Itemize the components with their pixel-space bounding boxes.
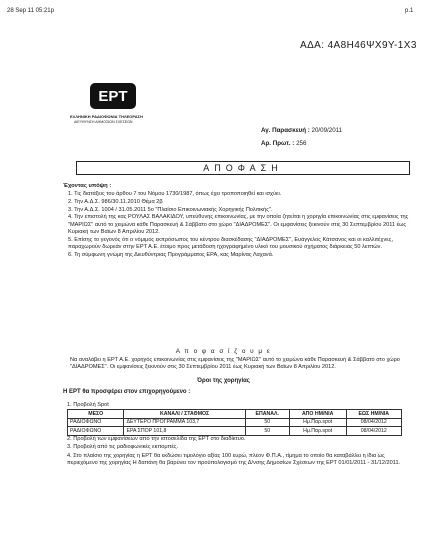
clause-item: 1. Τις διατάξεις του άρθου 7 του Νόμου 1730/1987, όπως έχει τροποποιηθεί και ισχύει. — [68, 191, 282, 197]
clause-item: 6. Τη σύμφωνη γνώμη της Διευθύντριας Προγράμματος ΕΡΑ, κας Μαρίνας Λαχανά. — [68, 251, 274, 258]
protocol-value: 256 — [296, 140, 307, 147]
fax-page-number: p.1 — [405, 8, 414, 14]
column-header: ΜΕΣΟ — [68, 410, 124, 419]
table-cell: 50 — [245, 427, 289, 436]
department-name: ΔΙΕΥΘΥΝΣΗ ΔΗΜΟΣΙΩΝ ΣΧΕΣΕΩΝ — [74, 120, 133, 124]
date-label: Αγ. Παρασκευή : — [261, 127, 310, 134]
clause-item: 4. Την επιστολή της κας ΡΟΥΛΑΣ ΒΑΛΑΚΙΔΟΥ, υπεύθυνης επικοινωνίας, με την οποία ζητείται η χορηγία επικοινωνίας στις εμφανίσεις της "ΜΑΡΙΩΣ" αυτό το χειμώνα κάθε Παρασκευή & Σάββατο στο χώρο "ΔΙΑΔΡΟΜΕΣ". Οι εμφανίσεις ξεκινούν στις 30 Σεπτεμβρίου 2011 έως Κυριακή των Βαϊων 8 Απριλίου 2012. — [68, 214, 409, 235]
column-header: ΑΠΟ ΗΜ/ΝΙΑ — [289, 410, 346, 419]
clause-item: 5. Επίσης το γεγονός ότι ο νόμιμος εκπρόσωπος του κέντρου διασκέδασης "ΔΙΑΔΡΟΜΕΣ", Ευάγγελος Κάτσανος και οι καλλιτέχνες, παραχωρούν δωρεάν στην ΕΡΤ Α.Ε. έτοιμο προς μετάδοση ηχογραφημένο υλικό του μουσικού σχήματος διάρκειας 50 λεπτών. — [68, 236, 394, 251]
document-title: ΑΠΟΦΑΣΗ — [76, 161, 410, 175]
column-header: ΚΑΝΑΛΙ / ΣΤΑΘΜΟΣ — [124, 410, 245, 419]
column-header: ΕΩΣ ΗΜ/ΝΙΑ — [346, 410, 402, 419]
fax-timestamp: 28 Sep 11 05:21p — [7, 8, 54, 14]
spot-table — [67, 409, 402, 436]
term-item: 3. Προβολή από τις ραδιοφωνικές εκπομπές. — [67, 444, 179, 451]
table-cell: ΡΑΔΙΟΦΩΝΟ — [68, 427, 124, 436]
ert-logo-text: ΕΡΤ — [98, 88, 128, 105]
term-item: 2. Προβολή των εμφανίσεων από την ιστοσελίδα της ΕΡΤ στο διαδίκτυο. — [67, 436, 246, 442]
table-cell: 50 — [245, 418, 289, 427]
column-header: ΕΠΑΝΑΛ. — [245, 410, 289, 419]
clause-item: 3. Την Α.Δ.Σ. 1004 / 31.05.2011 5ο "Πλαίσιο Επικοινωνιακής Χορηγικής Πολιτικής". — [68, 206, 273, 213]
organization-name: ΕΛΛΗΝΙΚΗ ΡΑΔΙΟΦΩΝΙΑ ΤΗΛΕΟΡΑΣΗ — [70, 114, 143, 119]
term-item: 4. Στο πλαίσιο της χορηγίας η ΕΡΤ θα εκδώσει τιμολόγιο αξίας 100 ευρώ, πλέον Φ.Π.Α., τίμημα το οποίο θα καταβάλλει η ίδια ως περιεχόμενο της χορηγίας Η δαπάνη θα βαρύνει τον προϋπολογισμό της Δ/νσης Δημοσίων Σχέσεων της ΕΡΤ 01/01/2011 - 31/12/2011. — [67, 452, 401, 466]
table-cell: 08/04/2012 — [346, 418, 402, 427]
considering-heading: Έχοντας υπόψη : — [63, 183, 112, 189]
ada-code: ΑΔΑ: 4Α8Η46ΨΧ9Υ-1Χ3 — [300, 40, 417, 51]
decision-heading: Α π ο φ α σ ί ζ ο υ μ ε — [175, 348, 272, 355]
document-date — [261, 127, 342, 134]
table-row — [68, 418, 402, 427]
ert-logo — [90, 83, 136, 109]
protocol-label: Αρ. Πρωτ. : — [261, 140, 295, 147]
terms-heading: Όροι της χορηγίας — [197, 378, 250, 384]
terms-list — [67, 436, 417, 468]
spot-heading: 1. Προβολή Spot — [67, 402, 109, 408]
clauses-list — [68, 191, 420, 260]
table-cell: ΕΡΑ ΣΠΟΡ 101,8 — [124, 427, 245, 436]
table-cell: Ημ.Παρ.spot — [289, 418, 346, 427]
decision-text: Να αναλάβει η ΕΡΤ Α.Ε. χορηγός επικοινωνίας στις εμφανίσεις της "ΜΑΡΙΩΣ" αυτό το χειμώνα κάθε Παρασκευή & Σάββατο στο χώρο "ΔΙΑΔΡΟΜΕΣ". Οι εμφανίσεις ξεκινούν στις 30 Σεπτεμβρίου 2011 έως Κυριακή των Βαϊων 8 Απριλίου 2012. — [70, 357, 400, 371]
date-value: 20/09/2011 — [311, 127, 343, 134]
table-row — [68, 427, 402, 436]
protocol-number — [261, 140, 306, 147]
offers-heading: Η ΕΡΤ θα προσφέρει στον επιχορηγούμενο : — [63, 389, 191, 395]
table-cell: 08/04/2012 — [346, 427, 402, 436]
table-cell: ΔΕΥΤΕΡΟ ΠΡΟΓΡΑΜΜΑ 103,7 — [124, 418, 245, 427]
table-cell: ΡΑΔΙΟΦΩΝΟ — [68, 418, 124, 427]
table-cell: Ημ.Παρ.spot — [289, 427, 346, 436]
clause-item: 2. Την Α.Δ.Σ. 986/30.11.2010 Θέμα 2β — [68, 198, 163, 205]
table-header-row — [68, 410, 402, 419]
